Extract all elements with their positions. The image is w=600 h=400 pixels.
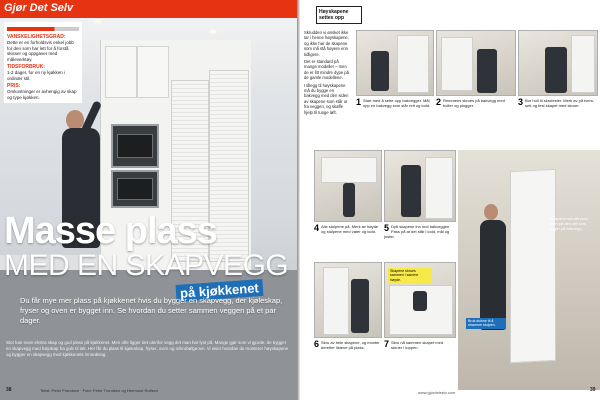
worker [545, 47, 567, 93]
worker-hand [413, 291, 427, 311]
section-header [0, 0, 297, 18]
step-caption-6 [314, 340, 380, 350]
cabinet-side [425, 157, 453, 219]
left-page [0, 0, 297, 400]
step-number: 7 [384, 339, 390, 349]
tip-heading: VANSKELIGHETSGRAD: [7, 34, 66, 40]
step-text: Remmens skrues på bakvegg med bolter og plugger. [443, 98, 505, 108]
info-box [4, 22, 82, 103]
body-text: Stor kan noen ekstra skap og god plass på kjøkkenet. Men ofte ligger det utenfor vegg det man har lyst på. Mange gjør som vi gjorde: de bygger en skapvegg med høyskap fra gulv til tak. Her får du plass til kjøleskap, fryser, oven og mikrobølgeovn. Vi viser hvordan du monterer høyskapene og bygger en skapvegg med kjøkkenets innredning. [6, 340, 289, 357]
tip-text: Omkostninger er avhengig av skap og type kjøkken. [7, 89, 77, 100]
worker [371, 51, 389, 91]
step-photo-5 [384, 150, 456, 222]
step-number: 6 [314, 339, 320, 349]
step-caption-2 [436, 98, 514, 108]
ceiling-lamp [210, 30, 216, 33]
worker [480, 220, 506, 330]
step-text: Dytt skapene inn mot bakveggen. Pass på at det står i lodd, mål og juster. [384, 224, 451, 239]
step-text: Bor hull til skrufester. Merk av på tvers, sett og fest skapet med skruer. [525, 98, 594, 108]
step-caption-5 [384, 224, 454, 239]
tip-heading: TIDSFORBRUK: [7, 64, 46, 70]
main-step-photo [458, 150, 600, 390]
text-column [304, 30, 350, 117]
intro-text: Du får mye mer plass på kjøkkenet hvis du bygger en skapvegg, der kjøleskap, fryser og oven er bygget inn. Se hvordan du setter sammen veggen på et par dager. [20, 296, 283, 325]
step-number: 2 [436, 97, 442, 107]
page-number: 39 [590, 387, 596, 393]
byline: Tekst: Peter Frandsen · Foto: Peter Trondsen og Hermund Rolfsen [40, 388, 159, 393]
step-caption-4 [314, 224, 380, 234]
tip-text: Dette er en forholdsvis enkel jobb for den som har lett for å forstå skisser og oppgaver med måleverktøy. [7, 40, 74, 62]
step-photo-1 [356, 30, 434, 96]
step-photo-3 [518, 30, 598, 96]
body-paragraph: Det er standard på mange modeller – men de er litt mindre dype på de gamle modellene. [304, 59, 349, 81]
box-title: Høyskapene settes opp [319, 9, 349, 21]
yellow-callout: Skapene skrues sammen i samme høyde. [388, 268, 432, 283]
body-paragraph: Skrudden vi ønsket ikke tar i henne høyskapene, og ikke har de skapene som må stå høyere enn tidligere. [304, 30, 349, 57]
page-number: 38 [6, 387, 12, 393]
worker [351, 279, 369, 333]
footer-url: www.gjordetselv.com [418, 390, 456, 395]
worker [401, 165, 421, 217]
step-text: Alle stolpene på. Merk av høyde og stolpene med vater og lodd. [321, 224, 379, 234]
step-caption-1 [356, 98, 432, 108]
cabinet-door [105, 46, 137, 98]
headline-sub: MED EN SKAPVEGG [4, 249, 289, 282]
step-text: Start med å sette opp bakvegger. Mål opp en bakvegg som står rett og lodd. [363, 98, 431, 108]
headline [4, 210, 296, 301]
step-text: Skru nå sammen skapet med skruer i toppen. [391, 340, 444, 350]
section-label: Gjør Det Selv [4, 2, 74, 14]
headline-main: Masse plass [4, 210, 217, 252]
ceiling-lamp [95, 20, 101, 23]
step-caption-3 [518, 98, 596, 108]
person-head [66, 110, 84, 130]
step-text: Skru av hele skapene, og monter deretter listene på plass. [321, 340, 380, 350]
microwave [111, 170, 159, 208]
right-page [300, 0, 600, 400]
photo-callout: Skapene må stå med start på den del som ligger på bakvegg. [550, 216, 588, 231]
step-photo-6 [314, 262, 382, 338]
tall-cabinet [510, 169, 556, 363]
oven [111, 124, 159, 168]
cabinet-door [137, 46, 169, 98]
box-title-frame [316, 6, 362, 24]
tall-cabinet [323, 267, 349, 335]
blue-callout: Bruk skinne til å stramme stolpen. [466, 318, 506, 329]
cabinet-top [321, 157, 377, 183]
headline-tag: på kjøkkenet [176, 279, 264, 302]
wall-board [571, 35, 595, 93]
worker-arm [343, 183, 355, 217]
microwave-window [117, 178, 153, 200]
tip-text: 1-2 dager, for en ny kjøkken i ordinær stil. [7, 70, 66, 81]
step-photo-2 [436, 30, 516, 96]
step-number: 3 [518, 97, 524, 107]
wall-board [441, 37, 473, 91]
tip-heading: PRIS: [7, 83, 21, 89]
step-caption-7 [384, 340, 454, 350]
worker [477, 49, 497, 93]
step-number: 1 [356, 97, 362, 107]
oven-window [117, 134, 153, 158]
step-photo-4 [314, 150, 382, 222]
wall-board [397, 35, 429, 93]
worker-head [484, 204, 498, 220]
body-paragraph: I tillegg til høyskapene må du bygge en bakvegg med den siden av skapene som står ut fra veggen, og skaffe hjelp til tunge løft. [304, 82, 349, 115]
step-number: 5 [384, 223, 390, 233]
difficulty-meter [7, 27, 79, 31]
step-number: 4 [314, 223, 320, 233]
